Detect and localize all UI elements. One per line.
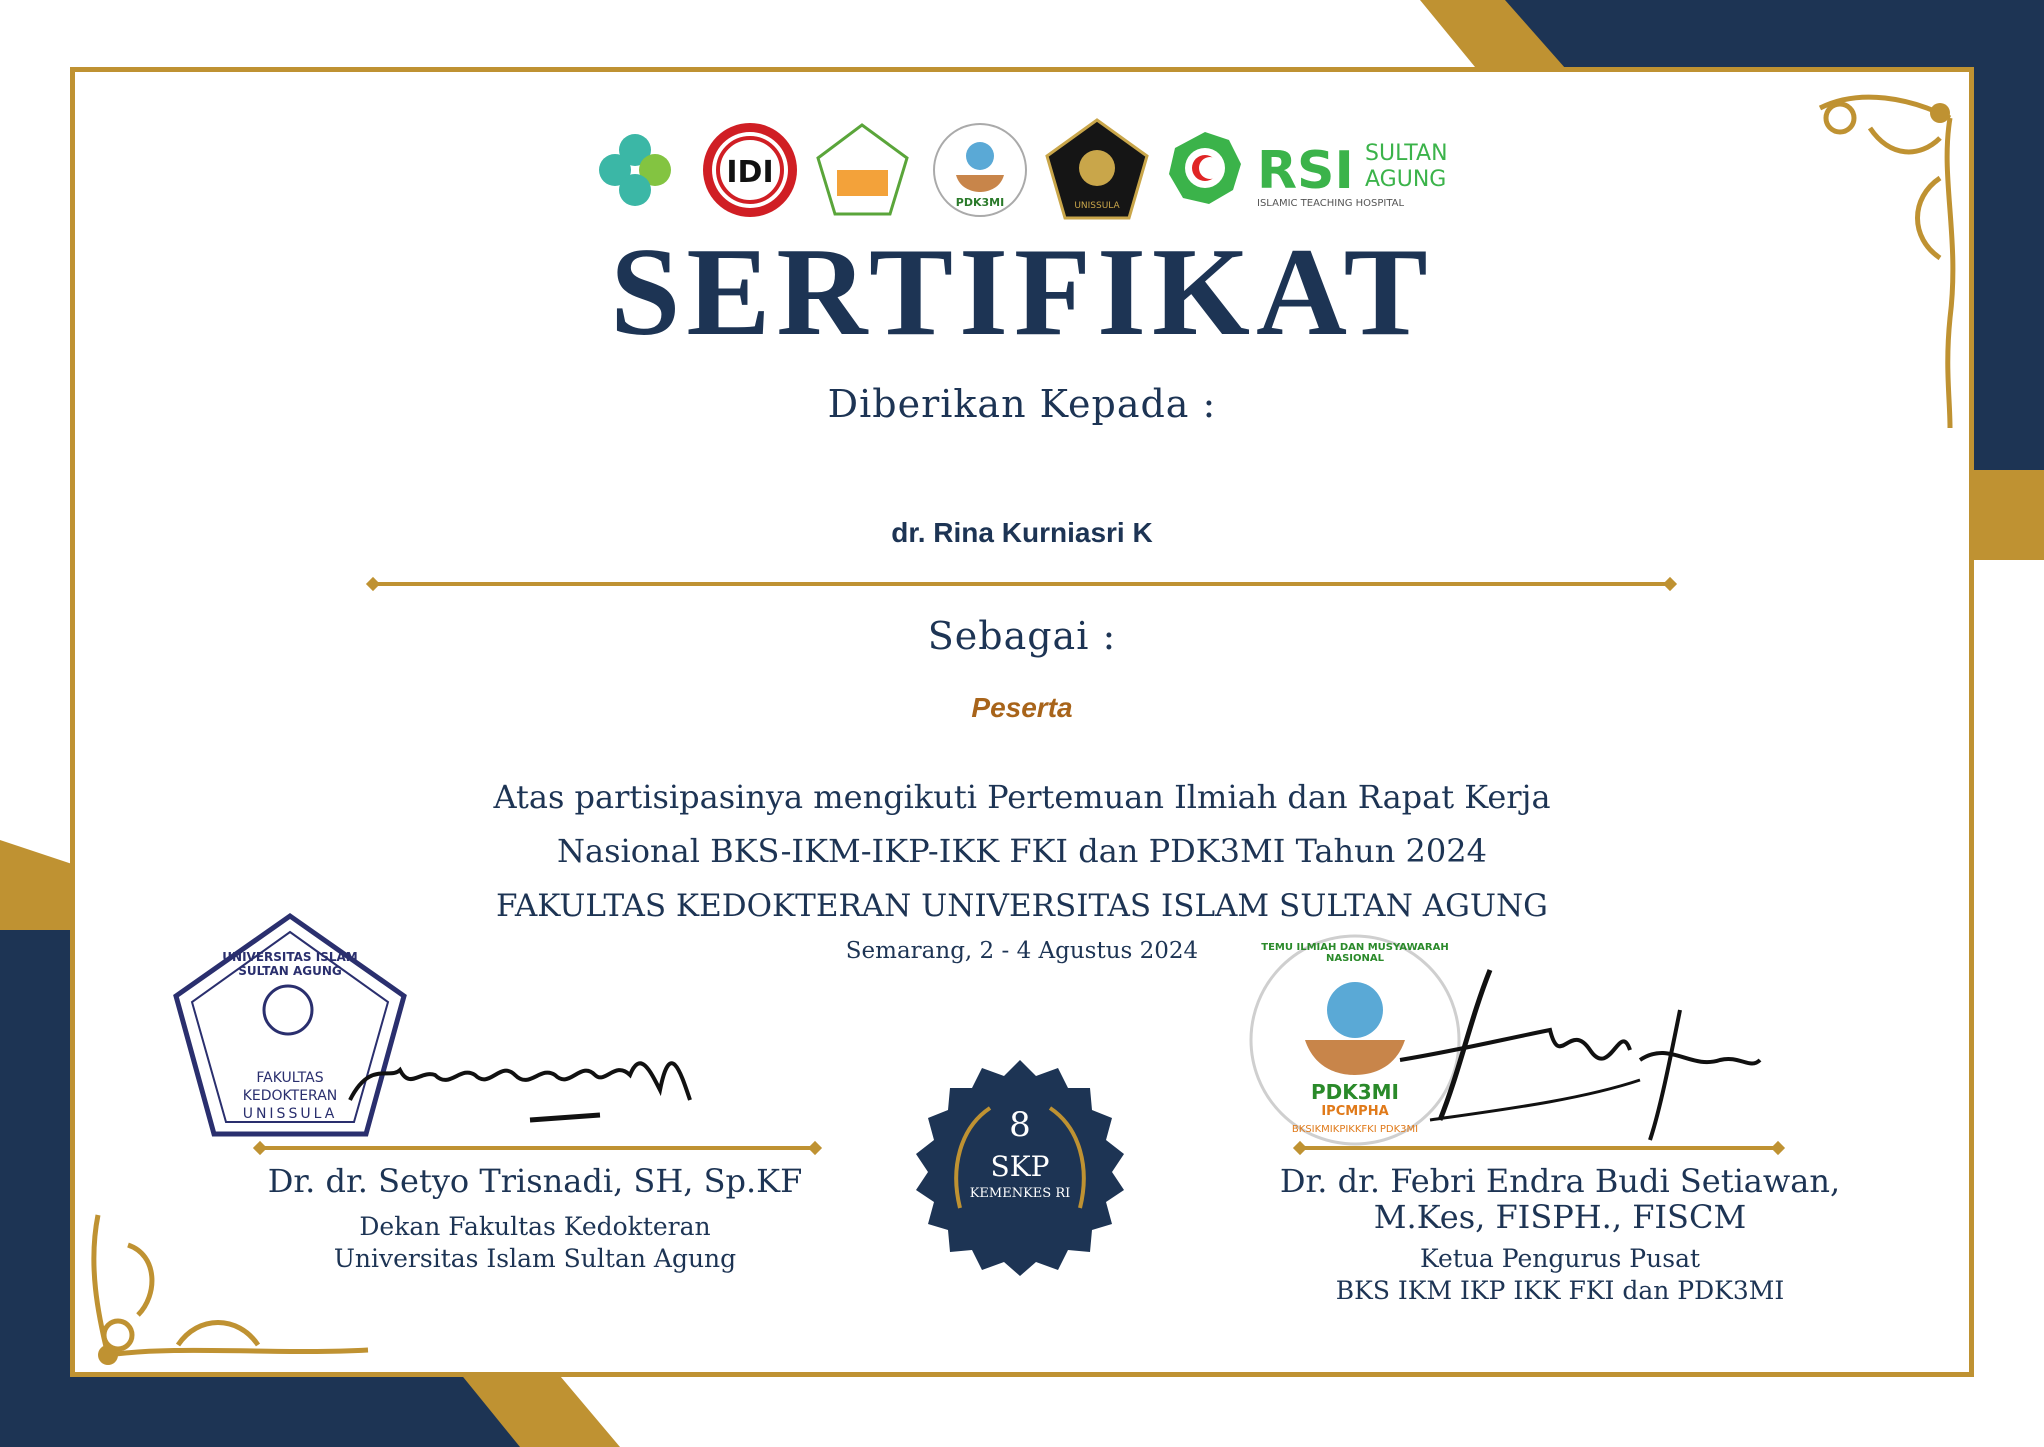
- description-line-2: Nasional BKS-IKM-IKP-IKK FKI dan PDK3MI Tahun 2024: [557, 832, 1487, 870]
- signatory-left-title-1: Dekan Fakultas Kedokteran: [359, 1212, 711, 1241]
- svg-text:UNISSULA: UNISSULA: [1074, 201, 1120, 211]
- svg-text:RSI: RSI: [1257, 141, 1354, 201]
- skp-badge-number: 8: [1009, 1105, 1031, 1145]
- role-text: Peserta: [971, 692, 1073, 723]
- name-divider: [375, 582, 1670, 586]
- stamp-left-line3: UNISSULA: [242, 1106, 338, 1122]
- given-to-label: Diberikan Kepada :: [827, 382, 1217, 426]
- svg-text:IDI: IDI: [726, 155, 774, 190]
- signature-right: [1380, 960, 1780, 1160]
- svg-text:ISLAMIC TEACHING HOSPITAL: ISLAMIC TEACHING HOSPITAL: [1257, 198, 1405, 209]
- idi-logo: [700, 120, 800, 220]
- kemenkes-logo: [595, 130, 675, 210]
- svg-text:SULTAN: SULTAN: [1365, 141, 1448, 166]
- place-date: Semarang, 2 - 4 Agustus 2024: [845, 938, 1199, 964]
- signature-left: [340, 1030, 720, 1140]
- recipient-name: dr. Rina Kurniasri K: [891, 517, 1153, 548]
- rsi-logo: [1165, 128, 1465, 218]
- stamp-right-top: TEMU ILMIAH DAN MUSYAWARAH NASIONAL: [1261, 942, 1449, 964]
- stamp-right-bottom: BKSIKMIKPIKKFKI PDK3MI: [1291, 1124, 1419, 1135]
- signatory-left-title-2: Universitas Islam Sultan Agung: [333, 1244, 737, 1273]
- signatory-right-title-1: Ketua Pengurus Pusat: [1419, 1244, 1701, 1273]
- logo-row: [590, 118, 1470, 218]
- signature-line-left: [260, 1146, 815, 1150]
- stamp-right-line1: PDK3MI: [1310, 1080, 1400, 1104]
- stamp-left-line1: FAKULTAS: [256, 1070, 324, 1086]
- as-label: Sebagai :: [927, 614, 1117, 658]
- description-line-1: Atas partisipasinya mengikuti Pertemuan Ilmiah dan Rapat Kerja: [493, 778, 1551, 816]
- signatory-right-title-2: BKS IKM IKP IKK FKI dan PDK3MI: [1335, 1276, 1785, 1305]
- signatory-right-name-2: M.Kes, FISPH., FISCM: [1373, 1198, 1747, 1236]
- stamp-left-top: UNIVERSITAS ISLAM SULTAN AGUNG: [222, 950, 358, 978]
- unissula-logo: [1045, 118, 1149, 222]
- skp-badge-sub: KEMENKES RI: [969, 1186, 1071, 1201]
- pdk3mi-logo: [930, 120, 1030, 220]
- institution-name: FAKULTAS KEDOKTERAN UNIVERSITAS ISLAM SULTAN AGUNG: [496, 888, 1548, 924]
- signatory-left-name: Dr. dr. Setyo Trisnadi, SH, Sp.KF: [267, 1162, 803, 1200]
- stamp-right-line2: IPCMPHA: [1321, 1104, 1389, 1119]
- skp-badge-label: SKP: [990, 1150, 1050, 1183]
- stamp-left-line2: KEDOKTERAN: [242, 1088, 338, 1104]
- svg-text:AGUNG: AGUNG: [1365, 167, 1447, 192]
- badan-kerja-sama-logo: [815, 122, 910, 217]
- signatory-right-name-1: Dr. dr. Febri Endra Budi Setiawan,: [1279, 1162, 1841, 1200]
- svg-text:PDK3MI: PDK3MI: [955, 196, 1005, 209]
- signature-line-right: [1300, 1146, 1778, 1150]
- certificate-title: SERTIFIKAT: [610, 223, 1434, 362]
